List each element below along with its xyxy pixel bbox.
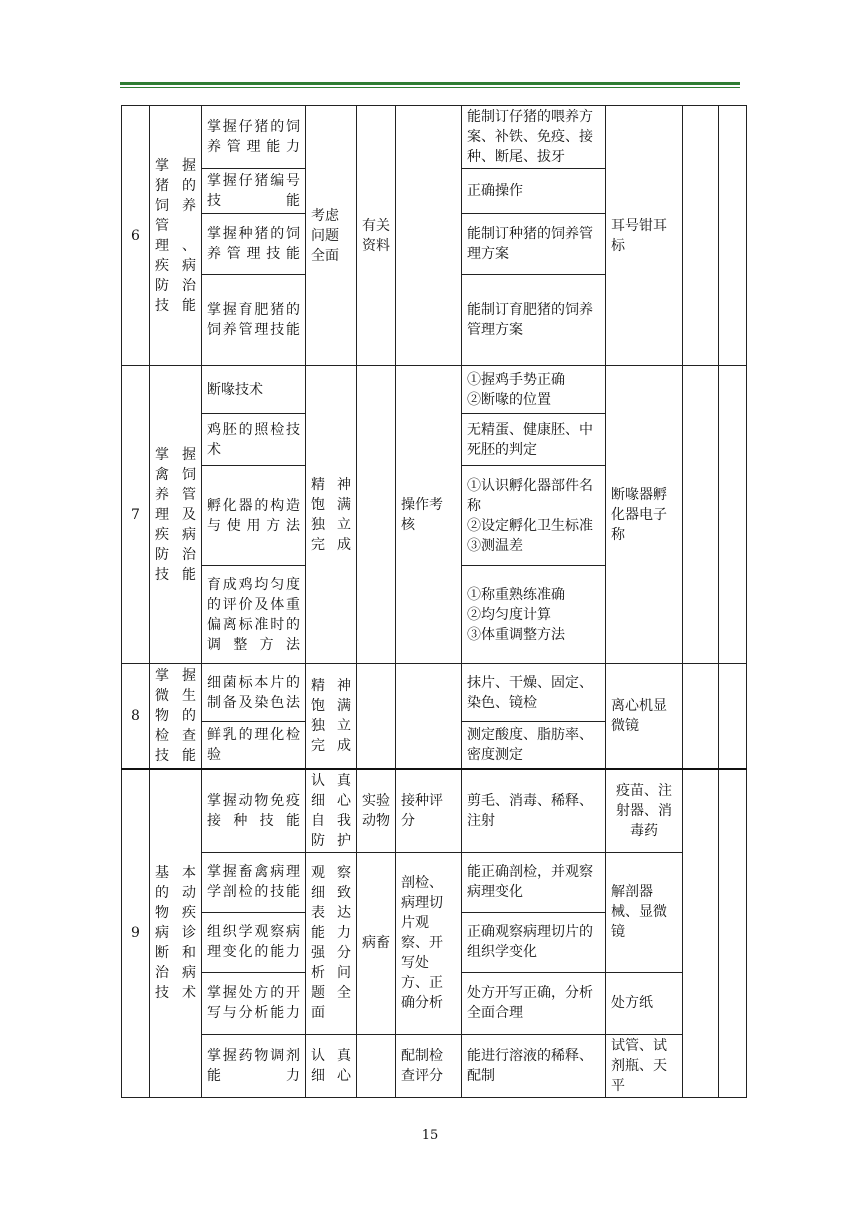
equipment-cell: 断喙器孵化器电子称 [606, 366, 683, 664]
standard-cell: 能正确剖检，并观察病理变化 [462, 852, 606, 912]
blank-cell [719, 366, 747, 664]
standard-cell: 无精蛋、健康胚、中死胚的判定 [462, 414, 606, 466]
blank-cell [719, 106, 747, 366]
row-number: 7 [122, 366, 150, 664]
standard-cell: 正确操作 [462, 169, 606, 214]
assessment-cell: 剖检、病理切片观察、开写处方、正确分析 [396, 852, 462, 1034]
standard-cell: 测定酸度、脂肪率、密度测定 [462, 722, 606, 769]
material-cell [357, 1034, 396, 1097]
standard-cell: ①认识孵化器部件名称 ②设定孵化卫生标准 ③测温差 [462, 466, 606, 566]
table-row [122, 366, 747, 414]
assessment-cell [396, 106, 462, 366]
attitude-cell: 精神饱满独立完成 [306, 366, 357, 664]
table-row [122, 106, 747, 169]
skill-cell: 掌握动物免疫接种技能 [202, 769, 306, 853]
skill-cell: 细菌标本片的制备及染色法 [202, 664, 306, 722]
competency-cell: 掌握猪的饲养管理、疾病防治技能 [150, 106, 202, 366]
blank-cell [683, 106, 719, 366]
assessment-cell [396, 664, 462, 769]
row-number: 8 [122, 664, 150, 769]
assessment-cell: 配制检查评分 [396, 1034, 462, 1097]
skill-cell: 孵化器的构造与使用方法 [202, 466, 306, 566]
competency-cell: 基本的动物疾病诊断和治病技术 [150, 769, 202, 1098]
equipment-cell: 试管、试剂瓶、天平 [606, 1034, 683, 1097]
attitude-cell: 观察细致表达能力强分析问题全面 [306, 852, 357, 1034]
equipment-cell: 处方纸 [606, 972, 683, 1034]
blank-cell [683, 769, 719, 1098]
skill-cell: 组织学观察病理变化的能力 [202, 912, 306, 972]
equipment-cell: 离心机显微镜 [606, 664, 683, 769]
standard-cell: 剪毛、消毒、稀释、注射 [462, 769, 606, 853]
skill-cell: 育成鸡均匀度的评价及体重偏离标准时的调整方法 [202, 566, 306, 664]
blank-cell [683, 664, 719, 769]
standard-cell: ①称重熟练准确 ②均匀度计算 ③体重调整方法 [462, 566, 606, 664]
skills-table [121, 105, 747, 1098]
skill-cell: 掌握育肥猪的饲养管理技能 [202, 275, 306, 366]
skill-cell: 鸡胚的照检技术 [202, 414, 306, 466]
competency-cell: 掌握禽饲养管理及疾病防治技能 [150, 366, 202, 664]
standard-cell: 处方开写正确，分析全面合理 [462, 972, 606, 1034]
standard-cell: 抹片、干燥、固定、染色、镜检 [462, 664, 606, 722]
header-rule-thick [120, 82, 740, 85]
material-cell: 有关资料 [357, 106, 396, 366]
table-row [122, 852, 747, 912]
material-cell [357, 366, 396, 664]
competency-cell: 掌握微生物的检查技能 [150, 664, 202, 769]
table-row [122, 769, 747, 853]
skill-cell: 掌握药物调剂能力 [202, 1034, 306, 1097]
skill-cell: 掌握种猪的饲养管理技能 [202, 214, 306, 275]
equipment-cell: 疫苗、注射器、消毒药 [606, 769, 683, 853]
attitude-cell: 认真细心自我防护 [306, 769, 357, 853]
skill-cell: 断喙技术 [202, 366, 306, 414]
standard-cell: 能进行溶液的稀释、配制 [462, 1034, 606, 1097]
standard-cell: 能制订仔猪的喂养方案、补铁、免疫、接种、断尾、拔牙 [462, 106, 606, 169]
blank-cell [683, 366, 719, 664]
row-number: 9 [122, 769, 150, 1098]
standard-cell: 正确观察病理切片的组织学变化 [462, 912, 606, 972]
equipment-cell: 耳号钳耳标 [606, 106, 683, 366]
attitude-cell: 精神饱满独立完成 [306, 664, 357, 769]
skill-cell: 掌握处方的开写与分析能力 [202, 972, 306, 1034]
standard-cell: ①握鸡手势正确 ②断喙的位置 [462, 366, 606, 414]
table-row [122, 1034, 747, 1097]
material-cell [357, 664, 396, 769]
skill-cell: 掌握仔猪的饲养管理能力 [202, 106, 306, 169]
page-number: 15 [421, 1128, 439, 1143]
skill-cell: 鲜乳的理化检验 [202, 722, 306, 769]
blank-cell [719, 769, 747, 1098]
attitude-cell: 认真细心 [306, 1034, 357, 1097]
assessment-cell: 接种评分 [396, 769, 462, 853]
table-row [122, 664, 747, 722]
attitude-cell: 考虑问题全面 [306, 106, 357, 366]
material-cell: 病畜 [357, 852, 396, 1034]
standard-cell: 能制订种猪的饲养管理方案 [462, 214, 606, 275]
blank-cell [719, 664, 747, 769]
header-rule-thin [120, 87, 740, 88]
assessment-cell: 操作考核 [396, 366, 462, 664]
skill-cell: 掌握畜禽病理学剖检的技能 [202, 852, 306, 912]
skill-cell: 掌握仔猪编号技能 [202, 169, 306, 214]
row-number: 6 [122, 106, 150, 366]
equipment-cell: 解剖器械、显微镜 [606, 852, 683, 972]
material-cell: 实验动物 [357, 769, 396, 853]
standard-cell: 能制订育肥猪的饲养管理方案 [462, 275, 606, 366]
